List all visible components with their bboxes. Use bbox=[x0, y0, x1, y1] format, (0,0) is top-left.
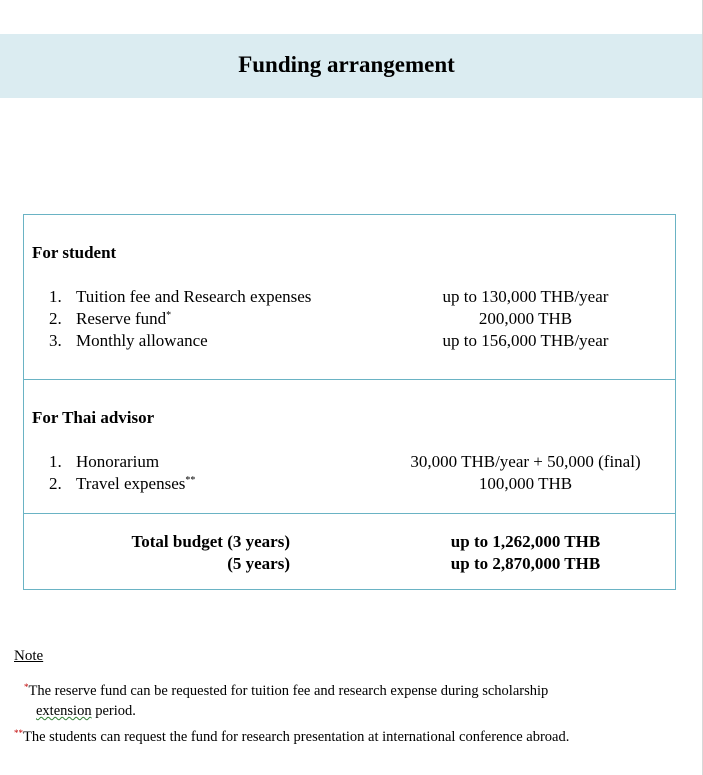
section-divider bbox=[24, 513, 675, 514]
item-value: 30,000 THB/year + 50,000 (final) bbox=[410, 452, 641, 471]
total-value-5-years: up to 2,870,000 THB bbox=[450, 554, 601, 573]
item-label: Reserve fund* bbox=[76, 309, 172, 328]
item-number: 1. bbox=[49, 287, 62, 306]
item-number: 3. bbox=[49, 331, 62, 350]
list-item bbox=[24, 473, 675, 495]
page-title: Funding arrangement bbox=[238, 52, 455, 77]
list-item bbox=[24, 286, 675, 308]
item-value: up to 156,000 THB/year bbox=[442, 331, 609, 350]
section-divider bbox=[24, 379, 675, 380]
footnote-marker: * bbox=[166, 310, 172, 321]
funding-table bbox=[23, 214, 676, 590]
spellcheck-word: extension bbox=[36, 703, 92, 719]
item-value: 200,000 THB bbox=[478, 309, 573, 328]
note-heading: Note bbox=[14, 648, 44, 664]
note-text-line: The students can request the fund for research presentation at international conference abroad. bbox=[23, 729, 570, 745]
item-label: Monthly allowance bbox=[76, 331, 208, 350]
footnote-marker: ** bbox=[185, 475, 196, 486]
list-item bbox=[24, 330, 675, 352]
item-label: Honorarium bbox=[76, 452, 160, 471]
item-value: up to 130,000 THB/year bbox=[442, 287, 609, 306]
item-value: 100,000 THB bbox=[478, 474, 573, 493]
advisor-section-heading: For Thai advisor bbox=[32, 408, 155, 427]
total-label-5-years: (5 years) bbox=[227, 554, 290, 573]
item-label: Travel expenses** bbox=[76, 474, 196, 493]
item-number: 2. bbox=[49, 309, 62, 328]
item-number: 1. bbox=[49, 452, 62, 471]
list-item bbox=[24, 451, 675, 473]
note-item bbox=[14, 727, 569, 747]
note-text-line: The reserve fund can be requested for tuition fee and research expense during scholarship bbox=[28, 683, 549, 699]
note-marker: ** bbox=[14, 728, 23, 738]
total-value-3-years: up to 1,262,000 THB bbox=[450, 532, 601, 551]
list-item bbox=[24, 308, 675, 330]
note-item-continuation bbox=[36, 701, 136, 721]
total-label-3-years: Total budget (3 years) bbox=[131, 532, 290, 551]
student-section-heading: For student bbox=[32, 243, 117, 262]
note-item bbox=[24, 681, 548, 701]
item-label: Tuition fee and Research expenses bbox=[76, 287, 312, 306]
item-number: 2. bbox=[49, 474, 62, 493]
note-text-line: period. bbox=[91, 703, 136, 719]
note-marker: * bbox=[24, 682, 29, 692]
